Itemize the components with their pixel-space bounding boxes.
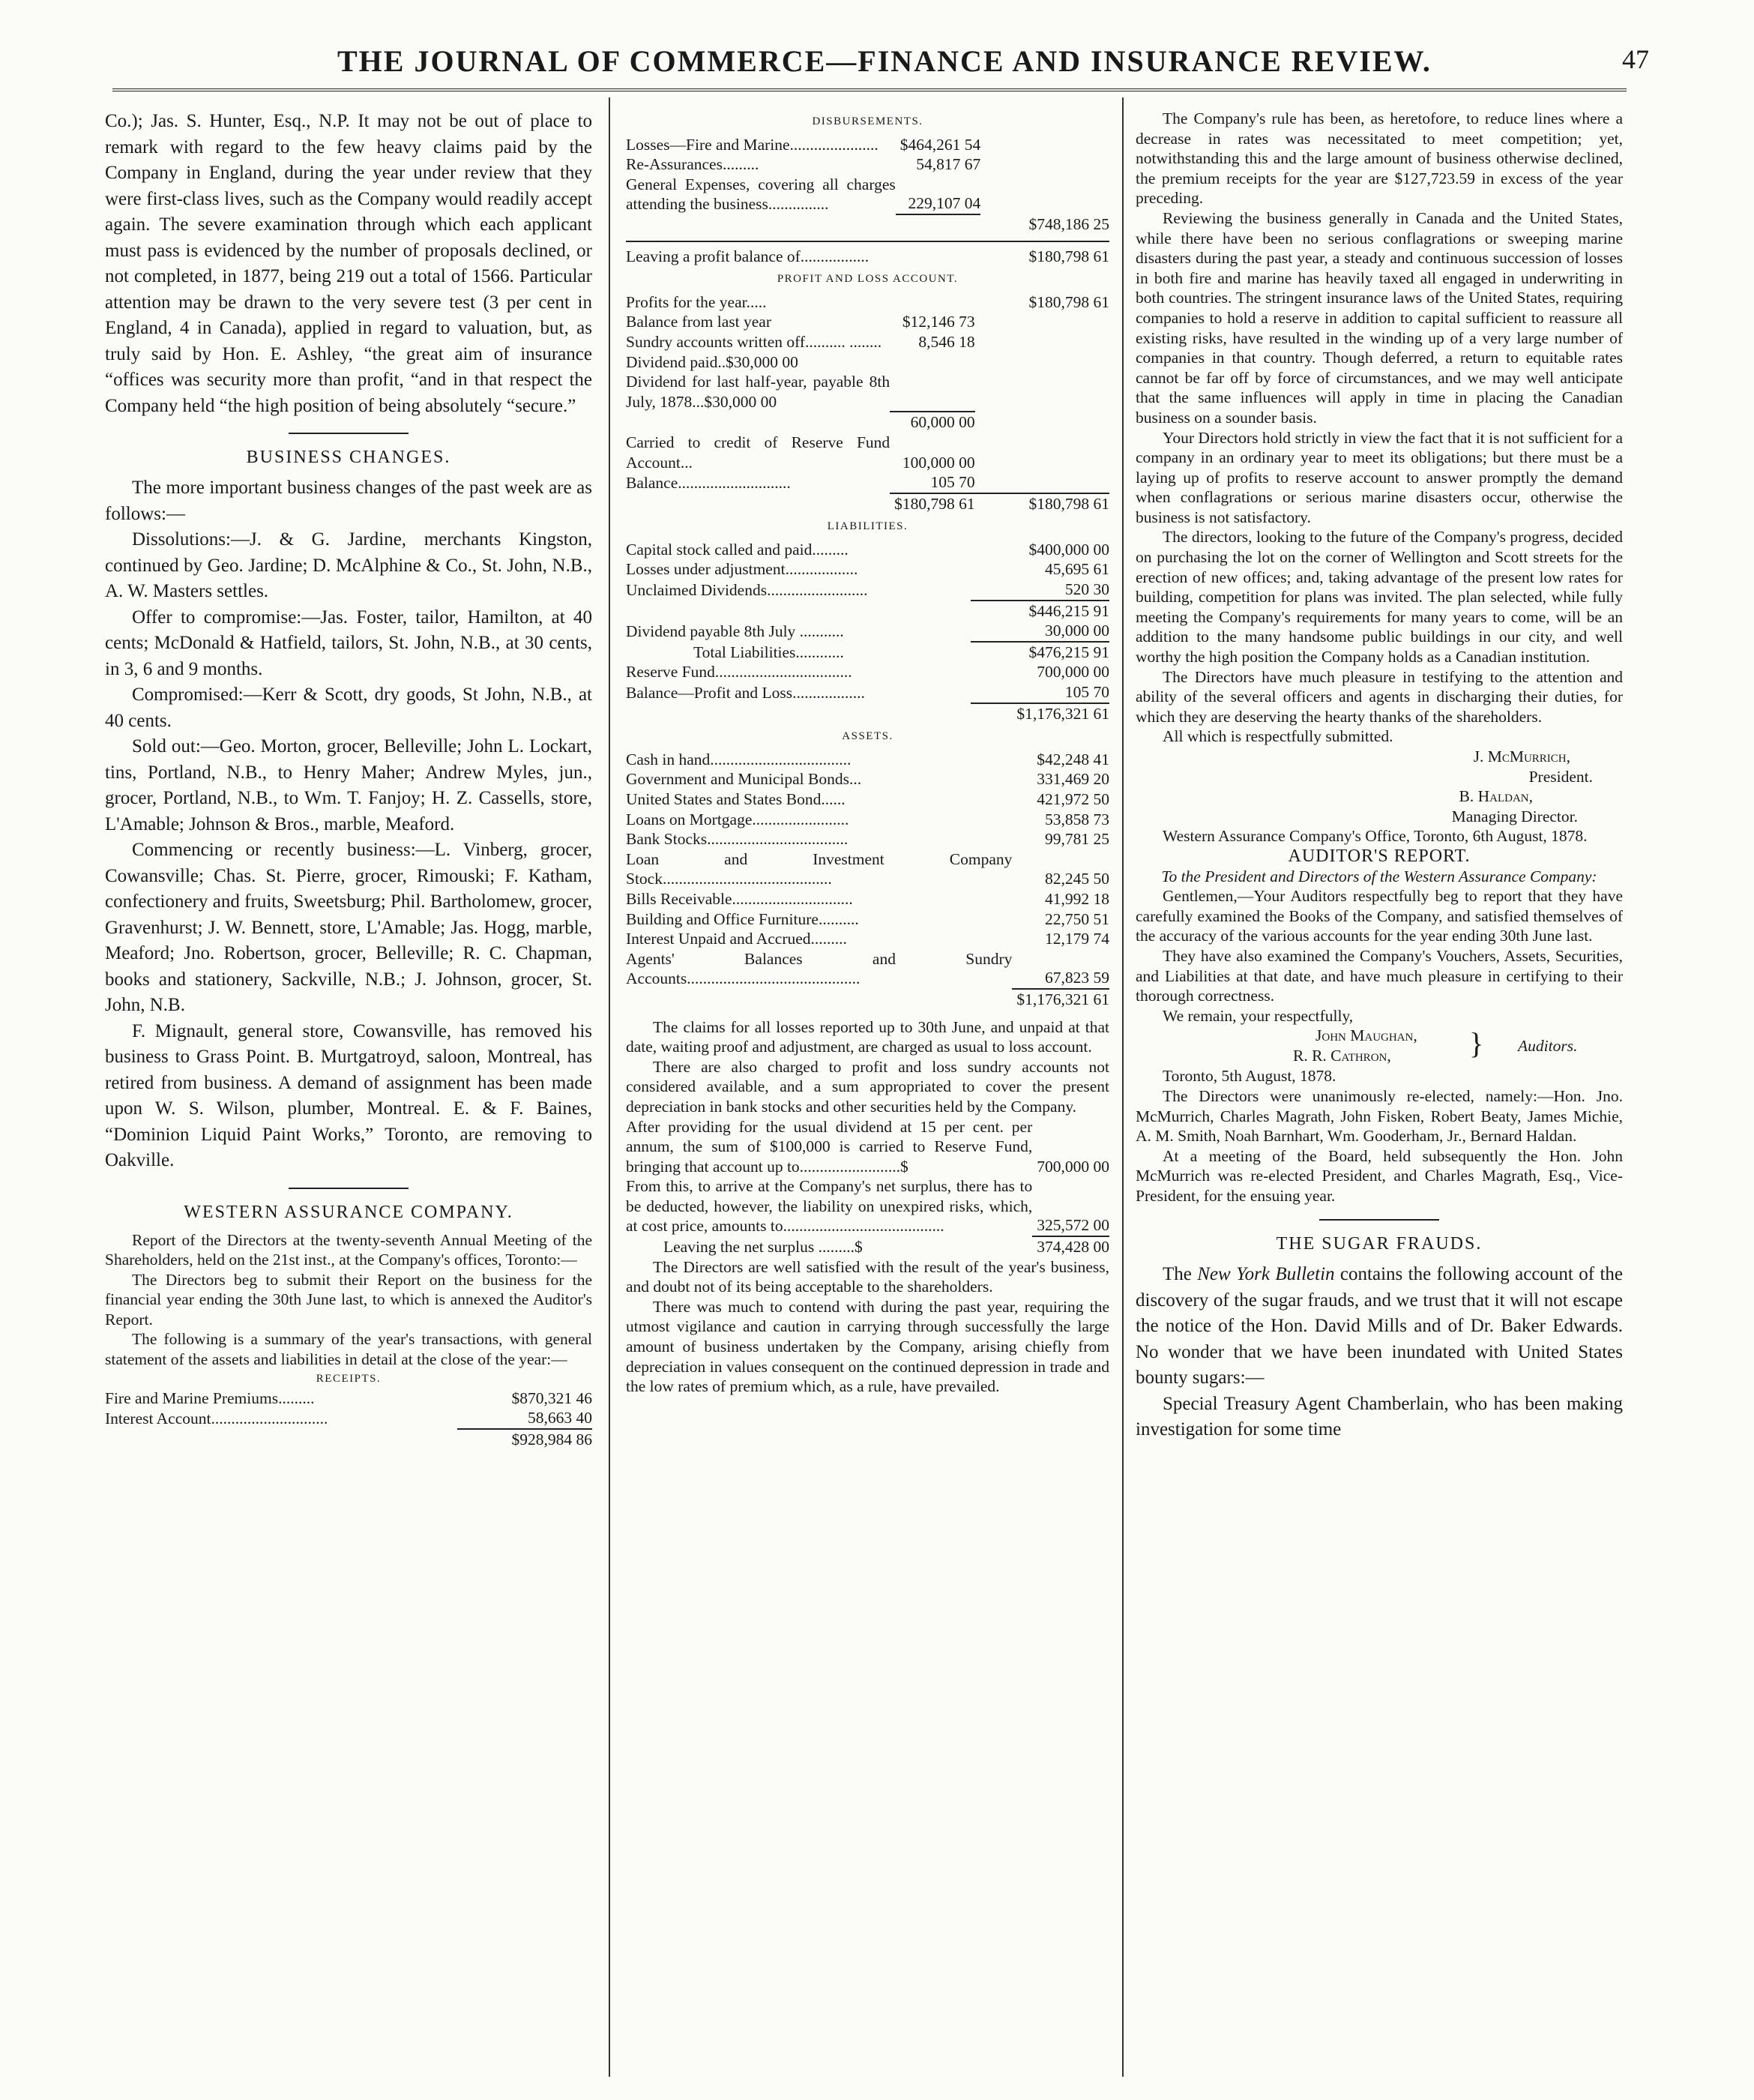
receipts-table	[105, 1389, 592, 1450]
auditors-report-heading: AUDITOR'S REPORT.	[1288, 846, 1471, 866]
paragraph: The more important business changes of the past week are as follows:—	[105, 478, 592, 524]
table-row: Agents' Balances and Sundry Accounts........................................... 67,823 59	[626, 949, 1109, 988]
paragraph: Dissolutions:—J. & G. Jardine, merchants Kingston, continued by Geo. Jardine; D. McAlphine & Co., St. John, N.B., A. W. Masters settles.	[105, 529, 592, 601]
disbursements-table	[626, 135, 1109, 235]
pl-total: $180,798 61	[975, 493, 1109, 514]
table-row: After providing for the usual dividend at 15 per cent. per annum, the sum of $100,000 is carried to Reserve Fund, bringing that account up to.........................$ 700,000 00	[626, 1117, 1109, 1176]
disb-label: General Expenses, covering all charges attending the business...............	[626, 175, 896, 214]
column-2	[626, 109, 1109, 1397]
leaving-amount: $180,798 61	[1028, 247, 1109, 265]
disbursements-heading: DISBURSEMENTS.	[812, 115, 923, 127]
page-header	[105, 43, 1649, 88]
paragraph: The Company's rule has been, as heretofore, to reduce lines where a decrease in rates was necessitated to meet competition; yet, notwithstanding this and the large amount of business otherwise declined, the premium receipts for the year are $127,723.59 in excess of the year preceding.	[1136, 109, 1623, 208]
paragraph: The Directors are well satisfied with the result of the year's business, and doubt not of its being acceptable to the shareholders.	[626, 1257, 1109, 1296]
table-row	[626, 989, 1109, 1010]
table-row: Cash in hand................................... $42,248 41	[626, 750, 1109, 768]
table-row: Interest Unpaid and Accrued......... 12,179 74	[626, 930, 1109, 948]
profit-loss-heading: PROFIT AND LOSS ACCOUNT.	[777, 273, 959, 286]
paragraph: The claims for all losses reported up to 30th June, and unpaid at that date, waiting proof and adjustment, are charged as usual to loss account.	[626, 1017, 1109, 1056]
table-row: Profits for the year..... $180,798 61	[626, 292, 1109, 311]
table-row: From this, to arrive at the Company's net surplus, there has to be deducted, however, the liability on unexpired risks, which, at cost price, amounts to........................................ 325,572 00	[626, 1177, 1109, 1236]
publication-name: New York Bulletin	[1197, 1264, 1335, 1285]
table-row: Loans on Mortgage........................ 53,858 73	[626, 810, 1109, 828]
table-row: Sundry accounts written off.......... ........ 8,546 18	[626, 332, 975, 351]
table-row	[626, 214, 1109, 235]
table-row: Building and Office Furniture.......... 22,750 51	[626, 909, 1109, 928]
table-row: Leaving the net surplus .........$ 374,428 00	[663, 1238, 1109, 1257]
surplus-table	[626, 1117, 1109, 1257]
section-rule	[289, 1188, 409, 1189]
table-row: Government and Municipal Bonds... 331,469 20	[626, 770, 1109, 789]
paragraph: Report of the Directors at the twenty-seventh Annual Meeting of the Shareholders, held on the 21st inst., at the Company's offices, Toronto:—	[105, 1230, 592, 1269]
sugar-frauds-body	[1136, 1262, 1623, 1443]
paragraph: Gentlemen,—Your Auditors respectfully beg to report that they have carefully examined the Books of the Company, and satisfied themselves of the accuracy of the various accounts for the year ending 30th June last.	[1136, 887, 1623, 945]
table-row: Total Liabilities............ $476,215 91	[693, 643, 1109, 661]
section-rule	[289, 433, 409, 434]
sugar-frauds-heading: THE SUGAR FRAUDS.	[1276, 1234, 1483, 1254]
disb-label: Re-Assurances.........	[626, 155, 759, 174]
table-row: Reserve Fund.................................. 700,000 00	[626, 663, 1109, 682]
western-assurance-heading: WESTERN ASSURANCE COMPANY.	[184, 1202, 513, 1222]
table-row: Dividend payable 8th July ........... 30,000 00	[626, 622, 1109, 641]
intro-paragraph: Co.); Jas. S. Hunter, Esq., N.P. It may not be out of place to remark with regard to the few heavy claims paid by the Company in England, during the year under review that they were first-class lives, such as the Company would readily accept again. The severe examination through which each applicant must pass is evidenced by the number of proposals declined, or not completed, in 1877, being 219 out a total of 1566. Particular attention may be drawn to the very severe test (3 per cent in England, 4 in Canada), applied in regard to valuation, but, as truly said by Hon. E. Ashley, “the great aim of insurance “offices was security more than profit, “and in that respect the Company held “the high position of being absolutely “secure.”	[105, 111, 592, 416]
liabilities-heading: LIABILITIES.	[827, 520, 908, 533]
column-divider-1	[609, 97, 610, 2077]
paragraph: The Directors have much pleasure in testifying to the attention and ability of the several officers and agents in discharging their duties, for which they are deserving the hearty thanks of the shareholders.	[1136, 667, 1623, 726]
table-row: Bank Stocks................................... 99,781 25	[626, 830, 1109, 849]
table-row	[105, 1389, 592, 1409]
brace-icon: }	[1469, 1026, 1484, 1061]
paragraph: The following is a summary of the year's transactions, with general statement of the assets and liabilities in detail at the close of the year:—	[105, 1330, 592, 1369]
report-continuation	[1136, 109, 1623, 1206]
receipts-total: $928,984 86	[457, 1429, 592, 1450]
signature-name: J. McMurrich,	[1473, 747, 1570, 765]
western-assurance-body	[105, 1230, 592, 1370]
receipt-label: Fire and Marine Premiums.........	[105, 1389, 315, 1407]
auditors-address: To the President and Directors of the Western Assurance Company:	[1161, 867, 1597, 885]
auditor-dateline: Toronto, 5th August, 1878.	[1163, 1067, 1336, 1086]
paragraph: They have also examined the Company's Vouchers, Assets, Securities, and Liabilities at that date, and have much pleasure in certifying to their thorough correctness.	[1136, 946, 1623, 1005]
rule	[626, 241, 1109, 242]
assets-total: $1,176,321 61	[1012, 989, 1109, 1010]
paragraph: Compromised:—Kerr & Scott, dry goods, St John, N.B., at 40 cents.	[105, 685, 592, 731]
table-row: Loan and Investment Company Stock.......................................... 82,245 50	[626, 849, 1109, 888]
table-row: United States and States Bond...... 421,972 50	[626, 790, 1109, 808]
disb-inner: 54,817 67	[916, 155, 981, 174]
table-row	[626, 154, 1109, 175]
table-row	[105, 1429, 592, 1450]
leaving-label: Leaving a profit balance of.................	[626, 247, 870, 265]
paragraph: The New York Bulletin contains the following account of the discovery of the sugar frauds, and we trust that it will not escape the notice of the Hon. David Mills and of Dr. Baker Edwards. No wonder that we have been inundated with United States bounty sugars:—	[1136, 1264, 1623, 1389]
table-row	[626, 493, 1109, 514]
pl-total-inner: $180,798 61	[890, 493, 975, 514]
table-row: Balance—Profit and Loss.................. 105 70	[626, 683, 1109, 702]
paragraph: Commencing or recently business:—L. Vinberg, grocer, Cowansville; Chas. St. Pierre, grocer, Rimouski; F. Katham, confectionery and fruits, Sweetsburg; Phil. Bartholomew, grocer, Gravenhurst; J. W. Bennett, store, L'Amable; Jas. Hogg, marble, Meaford; Jno. Robertson, grocer, Belleville; R. C. Chapman, books and stationery, Sackville, N.B.; J. Johnson, grocer, St. John, N.B.	[105, 840, 592, 1015]
disb-inner: $464,261 54	[899, 135, 981, 154]
paragraph: Sold out:—Geo. Morton, grocer, Belleville; John L. Lockart, tins, Portland, N.B., to Henry Maher; Andrew Myles, jun., grocer, Portland, N.B., to Wm. T. Fanjoy; H. Z. Cassells, store, L'Amable; Johnson & Bros., marble, Meaford.	[105, 736, 592, 834]
paragraph: There was much to contend with during the past year, requiring the utmost vigilance and caution in carrying through successfully the large amount of business undertaken by the Company, arising chiefly from depreciation in values consequent on the continued depression in trade and the low rates of premium which, as a rule, have prevailed.	[626, 1297, 1109, 1396]
notes-body	[626, 1017, 1109, 1117]
column-1	[105, 109, 592, 1449]
signature-title: Managing Director.	[1451, 807, 1578, 825]
table-row: Capital stock called and paid......... $400,000 00	[626, 540, 1109, 559]
table-row	[105, 1408, 592, 1429]
auditor-name: R. R. Cathron,	[1293, 1047, 1391, 1065]
signature-name: B. Haldan,	[1459, 787, 1533, 806]
table-row: Carried to credit of Reserve Fund Account... 100,000 00	[626, 433, 975, 472]
profit-loss-table	[626, 292, 1109, 514]
net-surplus: 374,428 00	[1032, 1236, 1109, 1257]
paragraph: Special Treasury Agent Chamberlain, who has been making investigation for some time	[1136, 1393, 1623, 1440]
paragraph: Reviewing the business generally in Canada and the United States, while there have been no serious conflagrations or sweeping marine disasters during the past year, a steady and continuous succession of losses in both fire and marine has heavily taxed all engaged in underwriting in both countries. The stringent insurance laws of the United States, requiring companies to hold a reserve in addition to capital sufficient to reassure all existing risks, have resulted in the winding up of a very large number of companies in that country. Though deferred, a return to equitable rates cannot be far off by force of circumstances, and we may well anticipate that the same influences will apply in time in placing the Canadian business on a sounder basis.	[1136, 208, 1623, 427]
table-row	[626, 247, 1109, 267]
table-row: Balance............................ 105 70	[626, 473, 975, 493]
table-row: Balance from last year $12,146 73	[626, 313, 975, 331]
paragraph: We remain, your respectfully,	[1163, 1006, 1354, 1025]
disb-inner: 229,107 04	[908, 194, 981, 213]
column-divider-2	[1122, 97, 1124, 2077]
paragraph: All which is respectfully submitted.	[1163, 727, 1393, 746]
closing-body	[626, 1257, 1109, 1397]
paragraph: There are also charged to profit and loss sundry accounts not considered available, and a sum appropriated to cover the present depreciation in bank stocks and other securities held by the Company.	[626, 1057, 1109, 1116]
page-number: 47	[1622, 44, 1649, 74]
paragraph: Your Directors hold strictly in view the fact that it is not sufficient for a company in an ordinary year to meet its obligations; but there must be a laying up of profits to reserve account to answer promptly the demand when conflagrations or serious marine disasters occur, otherwise the business is not satisfactory.	[1136, 428, 1623, 526]
business-changes-body	[105, 475, 592, 1174]
table-row: Dividend for last half-year, payable 8th July, 1878...$30,000 00	[626, 373, 890, 411]
auditors-label: Auditors.	[1518, 1037, 1578, 1056]
profit-balance-table	[626, 247, 1109, 267]
receipts-heading: RECEIPTS.	[316, 1372, 382, 1385]
liabilities-total: $1,176,321 61	[971, 703, 1109, 724]
table-row: Dividend paid..$30,000 00	[626, 352, 798, 371]
disb-total: $748,186 25	[1028, 214, 1109, 233]
auditors-signature	[1136, 1026, 1623, 1066]
table-row: $446,215 91	[626, 601, 1109, 622]
paragraph: The directors, looking to the future of the Company's progress, decided on purchasing the lot on the corner of Wellington and Scott streets for the erection of new offices; and, taking advantage of the present low rates for building, competition for plans was invited. The plan selected, while fully meeting the Company's requirements for many years to come, will be an addition to the many handsome public buildings in our city, and well worthy the high position the Company holds as a Canadian institution.	[1136, 528, 1623, 667]
paragraph: At a meeting of the Board, held subsequently the Hon. John McMurrich was re-elected President, and Charles Magrath, Esq., Vice-President, for the ensuing year.	[1136, 1146, 1623, 1205]
paragraph: The Directors were unanimously re-elected, namely:—Hon. Jno. McMurrich, Charles Magrath, John Fisken, Robert Beaty, James Michie, A. M. Smith, Noah Barnhart, Wm. Gooderham, Jr., Bernard Haldan.	[1136, 1086, 1623, 1146]
section-rule	[1319, 1219, 1439, 1221]
header-rule	[112, 88, 1627, 91]
receipt-label: Interest Account.............................	[105, 1409, 328, 1428]
auditor-name: John Maughan,	[1316, 1026, 1417, 1045]
assets-heading: ASSETS.	[842, 730, 893, 743]
receipt-amount: $870,321 46	[511, 1389, 592, 1407]
office-dateline: Western Assurance Company's Office, Toronto, 6th August, 1878.	[1163, 827, 1588, 846]
table-row	[626, 135, 1109, 155]
table-row	[626, 175, 1109, 214]
paragraph: F. Mignault, general store, Cowansville, has removed his business to Grass Point. B. Murtgatroyd, saloon, Montreal, has retired from business. A demand of assignment has been made upon W. S. Wilson, plumber, Montreal. E. & F. Baines, “Dominion Liquid Paint Works,” Toronto, are removing to Oakville.	[105, 1020, 592, 1170]
disb-label: Losses—Fire and Marine......................	[626, 135, 878, 154]
paragraph: Offer to compromise:—Jas. Foster, tailor, Hamilton, at 40 cents; McDonald & Hatfield, tailors, St. John, N.B., at 30 cents, in 3, 6 and 9 months.	[105, 607, 592, 679]
receipt-amount: 58,663 40	[528, 1409, 592, 1427]
signature-title: President.	[1528, 767, 1593, 786]
paragraph: The Directors beg to submit their Report on the business for the financial year ending the 30th June last, to which is annexed the Auditor's Report.	[105, 1270, 592, 1329]
table-row: Bills Receivable.............................. 41,992 18	[626, 889, 1109, 908]
journal-title: THE JOURNAL OF COMMERCE—FINANCE AND INSURANCE REVIEW.	[337, 44, 1432, 78]
assets-table	[626, 750, 1109, 1010]
table-row: Unclaimed Dividends......................... 520 30	[626, 580, 1109, 600]
business-changes-heading: BUSINESS CHANGES.	[246, 448, 451, 467]
column-3	[1136, 109, 1623, 1443]
table-row: Losses under adjustment.................. 45,695 61	[626, 560, 1109, 579]
liabilities-table	[626, 540, 1109, 723]
table-row: 60,000 00	[626, 412, 1109, 433]
table-row	[626, 703, 1109, 724]
